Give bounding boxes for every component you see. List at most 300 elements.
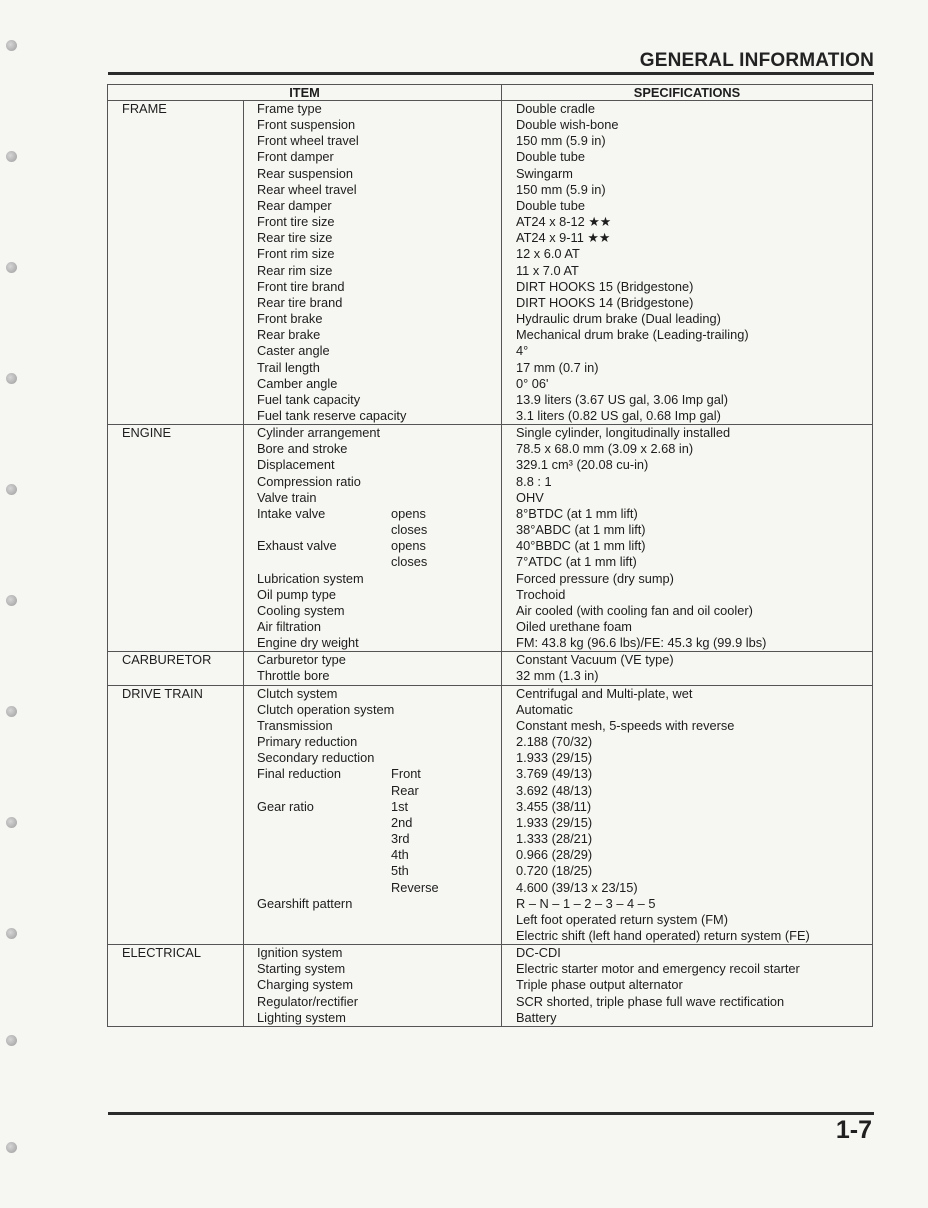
- item-cell: [244, 619, 502, 635]
- item-cell: [244, 718, 502, 734]
- binder-hole: [6, 1035, 17, 1046]
- binder-hole: [6, 595, 17, 606]
- table-row: [108, 117, 873, 133]
- category-cell: [108, 214, 244, 230]
- column-header-specifications: SPECIFICATIONS: [502, 85, 873, 101]
- table-row: [108, 702, 873, 718]
- spec-cell: Double cradle: [502, 101, 873, 118]
- category-cell: [108, 799, 244, 815]
- item-label: Regulator/rectifier: [257, 993, 358, 1009]
- category-cell: [108, 392, 244, 408]
- item-cell: [244, 311, 502, 327]
- category-cell: [108, 928, 244, 945]
- spec-cell: R – N – 1 – 2 – 3 – 4 – 5: [502, 896, 873, 912]
- table-row: [108, 198, 873, 214]
- category-cell: [108, 117, 244, 133]
- item-label: Displacement: [257, 457, 335, 473]
- table-row: [108, 295, 873, 311]
- spec-cell: 0.720 (18/25): [502, 863, 873, 879]
- category-cell: [108, 311, 244, 327]
- item-cell: [244, 815, 502, 831]
- table-row: [108, 994, 873, 1010]
- item-cell: [244, 783, 502, 799]
- item-cell: [244, 635, 502, 652]
- table-row: [108, 425, 873, 442]
- item-label: Oil pump type: [257, 586, 336, 602]
- item-cell: [244, 831, 502, 847]
- spec-cell: 0.966 (28/29): [502, 847, 873, 863]
- table-row: [108, 101, 873, 118]
- page-number: 1-7: [835, 1116, 872, 1144]
- item-cell: [244, 847, 502, 863]
- spec-cell: Electric starter motor and emergency recoil starter: [502, 961, 873, 977]
- item-label: Transmission: [257, 717, 333, 733]
- item-label: Front brake: [257, 311, 323, 327]
- item-cell: [244, 896, 502, 912]
- item-sublabel: Rear: [391, 782, 419, 798]
- table-row: [108, 343, 873, 359]
- footer-rule: [108, 1112, 874, 1115]
- spec-cell: 150 mm (5.9 in): [502, 133, 873, 149]
- category-cell: [108, 734, 244, 750]
- spec-cell: 3.692 (48/13): [502, 783, 873, 799]
- item-sublabel: 2nd: [391, 814, 413, 830]
- table-row: [108, 166, 873, 182]
- spec-cell: AT24 x 9-11 ★★: [502, 230, 873, 246]
- category-cell: [108, 766, 244, 782]
- spec-cell: 4.600 (39/13 x 23/15): [502, 880, 873, 896]
- item-label: Rear tire brand: [257, 294, 343, 310]
- spec-cell: AT24 x 8-12 ★★: [502, 214, 873, 230]
- spec-cell: 1.933 (29/15): [502, 750, 873, 766]
- spec-cell: FM: 43.8 kg (96.6 lbs)/FE: 45.3 kg (99.9 lbs): [502, 635, 873, 652]
- table-row: [108, 799, 873, 815]
- category-cell: [108, 750, 244, 766]
- item-label: Rear wheel travel: [257, 181, 357, 197]
- item-sublabel: 5th: [391, 863, 409, 879]
- spec-cell: Triple phase output alternator: [502, 977, 873, 993]
- item-cell: [244, 863, 502, 879]
- item-label: Lubrication system: [257, 570, 364, 586]
- spec-cell: 1.933 (29/15): [502, 815, 873, 831]
- table-row: [108, 263, 873, 279]
- table-row: [108, 734, 873, 750]
- item-label: Throttle bore: [257, 668, 330, 684]
- spec-cell: DC-CDI: [502, 945, 873, 962]
- spec-cell: Double tube: [502, 149, 873, 165]
- table-row: [108, 133, 873, 149]
- item-cell: [244, 1010, 502, 1027]
- table-row: [108, 718, 873, 734]
- table-header-row: [108, 85, 873, 101]
- category-cell: CARBURETOR: [108, 652, 244, 669]
- table-row: [108, 149, 873, 165]
- item-label: Front damper: [257, 149, 334, 165]
- table-row: [108, 619, 873, 635]
- spec-cell: DIRT HOOKS 14 (Bridgestone): [502, 295, 873, 311]
- item-cell: [244, 198, 502, 214]
- item-label: Front tire brand: [257, 278, 345, 294]
- item-label: Valve train: [257, 489, 317, 505]
- item-cell: [244, 571, 502, 587]
- item-label: Carburetor type: [257, 652, 346, 668]
- spec-cell: 1.333 (28/21): [502, 831, 873, 847]
- category-cell: [108, 522, 244, 538]
- table-row: [108, 506, 873, 522]
- item-cell: [244, 587, 502, 603]
- item-cell: [244, 766, 502, 782]
- table-row: [108, 538, 873, 554]
- specifications-table: [107, 84, 873, 1027]
- binder-hole: [6, 151, 17, 162]
- table-row: [108, 182, 873, 198]
- category-cell: [108, 360, 244, 376]
- spec-cell: 78.5 x 68.0 mm (3.09 x 2.68 in): [502, 441, 873, 457]
- spec-cell: 12 x 6.0 AT: [502, 246, 873, 262]
- category-cell: [108, 718, 244, 734]
- table-row: [108, 945, 873, 962]
- table-row: [108, 603, 873, 619]
- category-cell: [108, 246, 244, 262]
- binder-hole: [6, 928, 17, 939]
- item-label: Fuel tank reserve capacity: [257, 407, 407, 423]
- item-cell: [244, 652, 502, 669]
- column-header-item: ITEM: [108, 85, 502, 101]
- item-cell: [244, 912, 502, 928]
- item-cell: [244, 506, 502, 522]
- item-cell: [244, 554, 502, 570]
- spec-cell: Oiled urethane foam: [502, 619, 873, 635]
- item-label: Starting system: [257, 961, 346, 977]
- category-cell: [108, 343, 244, 359]
- category-cell: [108, 961, 244, 977]
- category-cell: [108, 831, 244, 847]
- table-row: [108, 961, 873, 977]
- spec-cell: Hydraulic drum brake (Dual leading): [502, 311, 873, 327]
- item-cell: [244, 117, 502, 133]
- table-row: [108, 279, 873, 295]
- table-row: [108, 360, 873, 376]
- category-cell: ENGINE: [108, 425, 244, 442]
- item-label: Engine dry weight: [257, 635, 359, 651]
- table-row: [108, 554, 873, 570]
- item-label: Secondary reduction: [257, 750, 375, 766]
- category-cell: [108, 1010, 244, 1027]
- table-row: [108, 685, 873, 702]
- table-row: [108, 327, 873, 343]
- binder-hole: [6, 40, 17, 51]
- item-label: Frame type: [257, 101, 322, 116]
- category-cell: [108, 619, 244, 635]
- table-row: [108, 750, 873, 766]
- item-cell: [244, 441, 502, 457]
- category-cell: [108, 474, 244, 490]
- table-row: [108, 214, 873, 230]
- spec-cell: Mechanical drum brake (Leading-trailing): [502, 327, 873, 343]
- spec-cell: 38°ABDC (at 1 mm lift): [502, 522, 873, 538]
- spec-cell: Swingarm: [502, 166, 873, 182]
- table-row: [108, 815, 873, 831]
- item-label: Trail length: [257, 359, 320, 375]
- item-cell: [244, 230, 502, 246]
- item-cell: [244, 101, 502, 118]
- item-label: Front suspension: [257, 117, 356, 133]
- category-cell: [108, 912, 244, 928]
- spec-cell: OHV: [502, 490, 873, 506]
- item-cell: [244, 522, 502, 538]
- item-cell: [244, 799, 502, 815]
- item-cell: [244, 603, 502, 619]
- item-label: Caster angle: [257, 343, 330, 359]
- spec-cell: Air cooled (with cooling fan and oil cooler): [502, 603, 873, 619]
- spec-cell: 0° 06': [502, 376, 873, 392]
- category-cell: [108, 279, 244, 295]
- item-label: Cylinder arrangement: [257, 425, 381, 441]
- item-cell: [244, 133, 502, 149]
- item-cell: [244, 343, 502, 359]
- category-cell: [108, 441, 244, 457]
- category-cell: [108, 880, 244, 896]
- item-sublabel: 1st: [391, 798, 409, 814]
- category-cell: [108, 863, 244, 879]
- table-row: [108, 912, 873, 928]
- item-label: Rear brake: [257, 327, 321, 343]
- item-sublabel: Front: [391, 766, 421, 782]
- spec-cell: Electric shift (left hand operated) return system (FE): [502, 928, 873, 945]
- item-label: Gearshift pattern: [257, 895, 353, 911]
- item-sublabel: closes: [391, 554, 428, 570]
- item-label: Final reduction: [257, 766, 341, 782]
- category-cell: DRIVE TRAIN: [108, 685, 244, 702]
- category-cell: FRAME: [108, 101, 244, 118]
- category-cell: [108, 587, 244, 603]
- spec-cell: Left foot operated return system (FM): [502, 912, 873, 928]
- item-label: Exhaust valve: [257, 538, 337, 554]
- item-label: Front wheel travel: [257, 133, 359, 149]
- item-cell: [244, 279, 502, 295]
- category-cell: [108, 994, 244, 1010]
- category-cell: [108, 506, 244, 522]
- table-row: [108, 490, 873, 506]
- spec-cell: Forced pressure (dry sump): [502, 571, 873, 587]
- table-row: [108, 977, 873, 993]
- spec-cell: 2.188 (70/32): [502, 734, 873, 750]
- item-cell: [244, 945, 502, 962]
- item-sublabel: 4th: [391, 847, 409, 863]
- spec-cell: 7°ATDC (at 1 mm lift): [502, 554, 873, 570]
- item-cell: [244, 668, 502, 685]
- item-sublabel: 3rd: [391, 831, 410, 847]
- binder-hole: [6, 484, 17, 495]
- binder-hole: [6, 262, 17, 273]
- item-cell: [244, 214, 502, 230]
- item-label: Gear ratio: [257, 798, 314, 814]
- spec-cell: SCR shorted, triple phase full wave rectification: [502, 994, 873, 1010]
- binder-hole: [6, 706, 17, 717]
- category-cell: [108, 977, 244, 993]
- spec-cell: 8°BTDC (at 1 mm lift): [502, 506, 873, 522]
- category-cell: [108, 166, 244, 182]
- category-cell: [108, 327, 244, 343]
- category-cell: [108, 571, 244, 587]
- item-cell: [244, 149, 502, 165]
- spec-cell: Constant Vacuum (VE type): [502, 652, 873, 669]
- page-title: GENERAL INFORMATION: [639, 50, 874, 71]
- item-cell: [244, 166, 502, 182]
- table-row: [108, 474, 873, 490]
- item-label: Rear rim size: [257, 262, 333, 278]
- table-row: [108, 896, 873, 912]
- item-cell: [244, 928, 502, 945]
- binder-hole: [6, 817, 17, 828]
- category-cell: [108, 490, 244, 506]
- table-row: [108, 246, 873, 262]
- item-cell: [244, 880, 502, 896]
- table-row: [108, 392, 873, 408]
- table-row: [108, 571, 873, 587]
- item-sublabel: opens: [391, 538, 426, 554]
- item-cell: [244, 457, 502, 473]
- item-cell: [244, 702, 502, 718]
- table-row: [108, 587, 873, 603]
- category-cell: [108, 896, 244, 912]
- item-cell: [244, 425, 502, 442]
- item-cell: [244, 994, 502, 1010]
- table-row: [108, 766, 873, 782]
- item-cell: [244, 734, 502, 750]
- item-cell: [244, 295, 502, 311]
- item-cell: [244, 182, 502, 198]
- spec-cell: 3.455 (38/11): [502, 799, 873, 815]
- item-label: Clutch operation system: [257, 701, 395, 717]
- table-row: [108, 928, 873, 945]
- category-cell: [108, 408, 244, 425]
- category-cell: [108, 457, 244, 473]
- spec-cell: 150 mm (5.9 in): [502, 182, 873, 198]
- item-label: Cooling system: [257, 602, 345, 618]
- item-cell: [244, 538, 502, 554]
- table-row: [108, 635, 873, 652]
- category-cell: [108, 815, 244, 831]
- item-cell: [244, 376, 502, 392]
- item-label: Primary reduction: [257, 734, 358, 750]
- spec-cell: Double wish-bone: [502, 117, 873, 133]
- category-cell: [108, 635, 244, 652]
- table-row: [108, 831, 873, 847]
- spec-cell: 17 mm (0.7 in): [502, 360, 873, 376]
- spec-cell: Double tube: [502, 198, 873, 214]
- spec-cell: Single cylinder, longitudinally installed: [502, 425, 873, 442]
- spec-cell: 3.1 liters (0.82 US gal, 0.68 Imp gal): [502, 408, 873, 425]
- item-label: Rear tire size: [257, 230, 333, 246]
- table-row: [108, 847, 873, 863]
- item-label: Ignition system: [257, 945, 343, 961]
- item-label: Camber angle: [257, 375, 338, 391]
- item-label: Clutch system: [257, 685, 338, 701]
- table-row: [108, 1010, 873, 1027]
- category-cell: [108, 702, 244, 718]
- table-row: [108, 880, 873, 896]
- item-cell: [244, 490, 502, 506]
- table-row: [108, 408, 873, 425]
- table-row: [108, 457, 873, 473]
- binder-hole: [6, 1142, 17, 1153]
- item-cell: [244, 392, 502, 408]
- category-cell: [108, 538, 244, 554]
- item-label: Bore and stroke: [257, 441, 348, 457]
- item-sublabel: closes: [391, 522, 428, 538]
- table-row: [108, 441, 873, 457]
- spec-cell: 4°: [502, 343, 873, 359]
- spec-cell: 13.9 liters (3.67 US gal, 3.06 Imp gal): [502, 392, 873, 408]
- spec-cell: Automatic: [502, 702, 873, 718]
- item-label: Front rim size: [257, 246, 335, 262]
- item-cell: [244, 685, 502, 702]
- table-row: [108, 652, 873, 669]
- item-label: Compression ratio: [257, 473, 361, 489]
- category-cell: [108, 847, 244, 863]
- category-cell: [108, 603, 244, 619]
- category-cell: [108, 149, 244, 165]
- item-cell: [244, 977, 502, 993]
- table-row: [108, 311, 873, 327]
- spec-cell: DIRT HOOKS 15 (Bridgestone): [502, 279, 873, 295]
- item-cell: [244, 408, 502, 425]
- header-rule: [108, 72, 874, 75]
- spec-cell: Centrifugal and Multi-plate, wet: [502, 685, 873, 702]
- item-sublabel: opens: [391, 505, 426, 521]
- table-row: [108, 863, 873, 879]
- spec-cell: 11 x 7.0 AT: [502, 263, 873, 279]
- category-cell: [108, 554, 244, 570]
- table-row: [108, 230, 873, 246]
- spec-cell: 32 mm (1.3 in): [502, 668, 873, 685]
- item-label: Rear suspension: [257, 165, 354, 181]
- category-cell: ELECTRICAL: [108, 945, 244, 962]
- item-cell: [244, 263, 502, 279]
- spec-cell: 40°BBDC (at 1 mm lift): [502, 538, 873, 554]
- category-cell: [108, 263, 244, 279]
- table-row: [108, 522, 873, 538]
- category-cell: [108, 295, 244, 311]
- category-cell: [108, 230, 244, 246]
- item-label: Lighting system: [257, 1009, 346, 1025]
- category-cell: [108, 668, 244, 685]
- category-cell: [108, 182, 244, 198]
- category-cell: [108, 198, 244, 214]
- category-cell: [108, 133, 244, 149]
- spec-cell: Trochoid: [502, 587, 873, 603]
- category-cell: [108, 783, 244, 799]
- spec-cell: Constant mesh, 5-speeds with reverse: [502, 718, 873, 734]
- table-row: [108, 668, 873, 685]
- item-label: Front tire size: [257, 214, 335, 230]
- table-row: [108, 376, 873, 392]
- item-cell: [244, 360, 502, 376]
- item-label: Charging system: [257, 977, 354, 993]
- item-sublabel: Reverse: [391, 879, 439, 895]
- item-label: Rear damper: [257, 197, 332, 213]
- spec-cell: 8.8 : 1: [502, 474, 873, 490]
- item-cell: [244, 750, 502, 766]
- item-cell: [244, 474, 502, 490]
- item-label: Fuel tank capacity: [257, 391, 361, 407]
- spec-cell: Battery: [502, 1010, 873, 1027]
- item-cell: [244, 961, 502, 977]
- item-label: Intake valve: [257, 505, 326, 521]
- table-row: [108, 783, 873, 799]
- item-label: Air filtration: [257, 619, 322, 634]
